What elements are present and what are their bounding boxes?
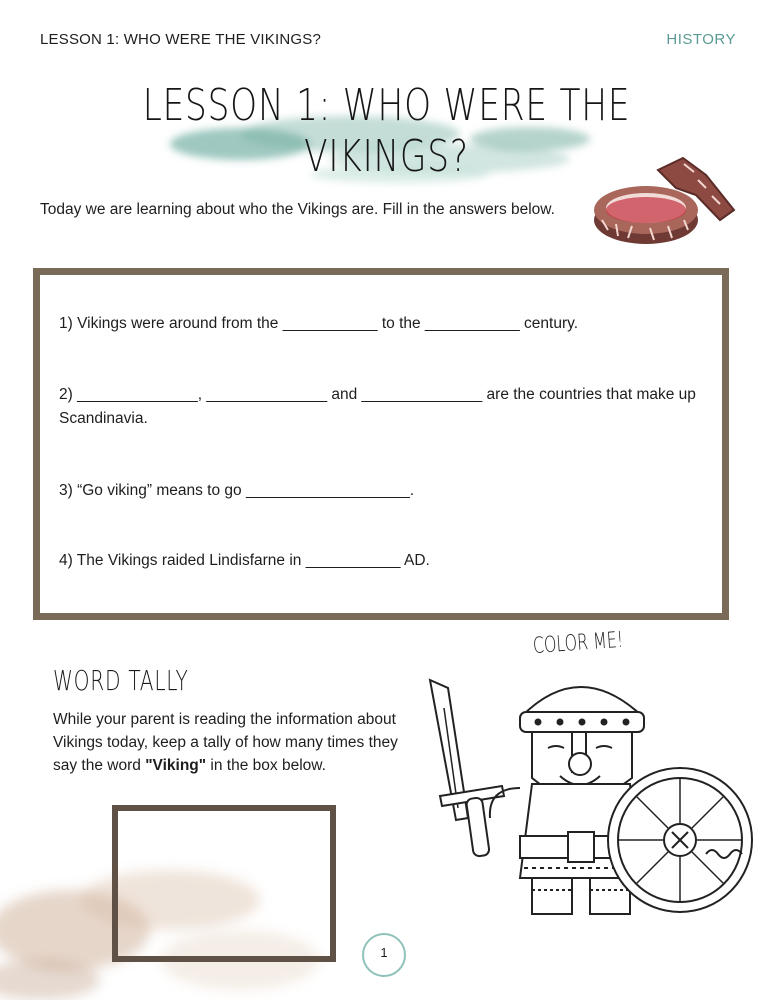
intro-text: Today we are learning about who the Vikings are. Fill in the answers below. bbox=[40, 201, 555, 218]
tally-text-before: While your parent is reading the information about Vikings today, keep a tally of how many times they say the word bbox=[53, 711, 398, 774]
question-2: 2) ______________, ______________ and ______________ are the countries that make up Scandinavia. bbox=[59, 386, 696, 427]
page-title: LESSON 1: WHO WERE THE VIKINGS? bbox=[142, 80, 631, 182]
tally-box[interactable] bbox=[112, 805, 336, 962]
viking-warrior-icon bbox=[420, 668, 760, 968]
tally-text-after: in the box below. bbox=[206, 757, 326, 774]
rune-ring-icon bbox=[588, 150, 738, 252]
question-4: 4) The Vikings raided Lindisfarne in ___________ AD. bbox=[59, 552, 430, 569]
header-lesson: LESSON 1: WHO WERE THE VIKINGS? bbox=[40, 31, 321, 48]
word-tally-title: WORD TALLY bbox=[53, 664, 189, 697]
question-1: 1) Vikings were around from the ___________ to the ___________ century. bbox=[59, 315, 579, 332]
color-me-label: COLOR ME! bbox=[532, 627, 624, 659]
tally-keyword: "Viking" bbox=[145, 757, 207, 774]
question-3: 3) “Go viking” means to go ___________________. bbox=[59, 482, 415, 499]
header-subject: HISTORY bbox=[666, 31, 736, 48]
page-number: 1 bbox=[380, 945, 388, 960]
word-tally-instructions bbox=[53, 708, 423, 777]
